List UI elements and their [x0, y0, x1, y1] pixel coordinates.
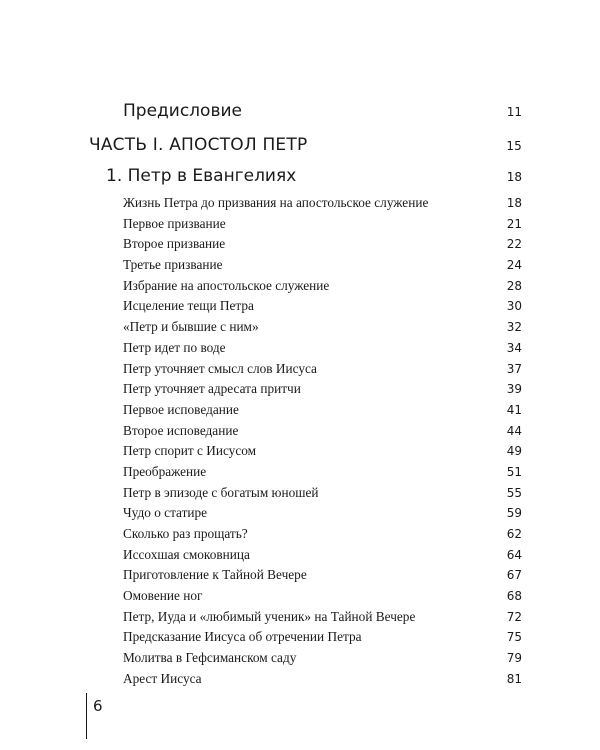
toc-entry [123, 379, 522, 400]
page-number: 6 [93, 697, 103, 715]
toc-entry-page: 72 [506, 609, 522, 624]
toc-entry-title: Арест Иисуса [123, 670, 202, 686]
toc-entry [123, 483, 522, 504]
toc-entry [123, 193, 522, 214]
toc-chapter-title: 1. Петр в Евангелиях [106, 166, 297, 186]
toc-entry-title: Петр спорит с Иисусом [123, 443, 257, 459]
toc-entry-page: 28 [506, 278, 522, 293]
toc-entry [123, 462, 522, 483]
toc-entry [123, 586, 522, 607]
toc-entry [123, 441, 522, 462]
toc-chapter-page: 18 [506, 170, 522, 184]
toc-entry-title: Омовение ног [123, 588, 203, 604]
toc-entry-page: 55 [506, 485, 522, 500]
toc-entry-page: 30 [506, 299, 522, 314]
toc-entry-page: 68 [506, 589, 522, 604]
toc-entry-page: 49 [506, 444, 522, 459]
toc-entry-page: 62 [506, 527, 522, 541]
toc-entry-page: 59 [506, 506, 522, 521]
toc-entry [123, 359, 522, 380]
toc-entry-title: Избрание на апостольское служение [123, 277, 330, 293]
toc-entry-page: 41 [506, 402, 522, 417]
toc-entry [123, 545, 522, 566]
toc-entry-title: Петр идет по воде [123, 339, 226, 355]
toc-entry [123, 627, 522, 648]
toc-entry [123, 317, 522, 338]
toc-entry-title: Петр уточняет смысл слов Иисуса [123, 360, 317, 376]
toc-entry [123, 338, 522, 359]
toc-entry-page: 21 [506, 216, 522, 231]
toc-entry-title: Второе исповедание [123, 422, 239, 438]
toc-entry-page: 81 [506, 671, 522, 686]
toc-entry-title: Первое исповедание [123, 401, 239, 417]
toc-entry-title: Сколько раз прощать? [123, 526, 248, 541]
toc-entry [123, 400, 522, 421]
toc-entry-page: 32 [506, 320, 522, 335]
toc-entry-page: 34 [506, 340, 522, 355]
toc-entry [123, 255, 522, 276]
toc-entry-title: «Петр и бывшие с ним» [123, 319, 259, 335]
toc-part-page: 15 [506, 139, 522, 153]
toc-entry-page: 37 [506, 361, 522, 376]
toc-part-title: ЧАСТЬ I. АПОСТОЛ ПЕТР [89, 135, 308, 155]
toc-entry-title: Предсказание Иисуса об отречении Петра [123, 629, 362, 645]
toc-entry-title: Второе призвание [123, 236, 226, 252]
toc-preface-title: Предисловие [123, 101, 242, 121]
toc-chapter-row [106, 166, 522, 186]
toc-entry-page: 75 [506, 630, 522, 645]
toc-entry-page: 64 [506, 547, 522, 562]
toc-entry-title: Преображение [123, 463, 207, 479]
toc-entry [123, 648, 522, 669]
toc-entry-title: Исцеление тещи Петра [123, 298, 254, 314]
footer-divider [86, 693, 87, 739]
toc-entry-page: 67 [506, 568, 522, 583]
toc-entry-title: Чудо о статире [123, 505, 208, 521]
toc-entry-page: 18 [506, 196, 522, 210]
toc-entry-title: Иссохшая смоковница [123, 546, 250, 562]
toc-entry [123, 503, 522, 524]
toc-entry-page: 22 [506, 237, 522, 252]
toc-entry [123, 669, 522, 690]
toc-entry-page: 44 [506, 423, 522, 438]
toc-entry [123, 607, 522, 628]
toc-entry-list [123, 193, 522, 690]
toc-entry-title: Жизнь Петра до призвания на апостольское служение [123, 195, 429, 210]
toc-entry [123, 296, 522, 317]
toc-entry-title: Петр уточняет адресата притчи [123, 381, 301, 397]
toc-entry [123, 234, 522, 255]
toc-preface-page: 11 [506, 105, 522, 119]
toc-entry [123, 214, 522, 235]
toc-preface-row [123, 101, 522, 121]
toc-entry-page: 39 [506, 382, 522, 397]
toc-entry-title: Приготовление к Тайной Вечере [123, 567, 307, 583]
toc-entry [123, 565, 522, 586]
toc-entry [123, 276, 522, 297]
toc-entry-title: Молитва в Гефсиманском саду [123, 650, 297, 666]
toc-entry-page: 79 [506, 651, 522, 666]
toc-part-row [89, 135, 522, 155]
toc-entry [123, 524, 522, 545]
toc-entry-title: Петр в эпизоде с богатым юношей [123, 484, 319, 500]
toc-entry-title: Третье призвание [123, 257, 223, 273]
toc-entry-title: Петр, Иуда и «любимый ученик» на Тайной Вечере [123, 608, 416, 624]
toc-entry-title: Первое призвание [123, 215, 226, 231]
toc-entry [123, 421, 522, 442]
toc-entry-page: 24 [506, 258, 522, 273]
toc-entry-page: 51 [506, 464, 522, 479]
